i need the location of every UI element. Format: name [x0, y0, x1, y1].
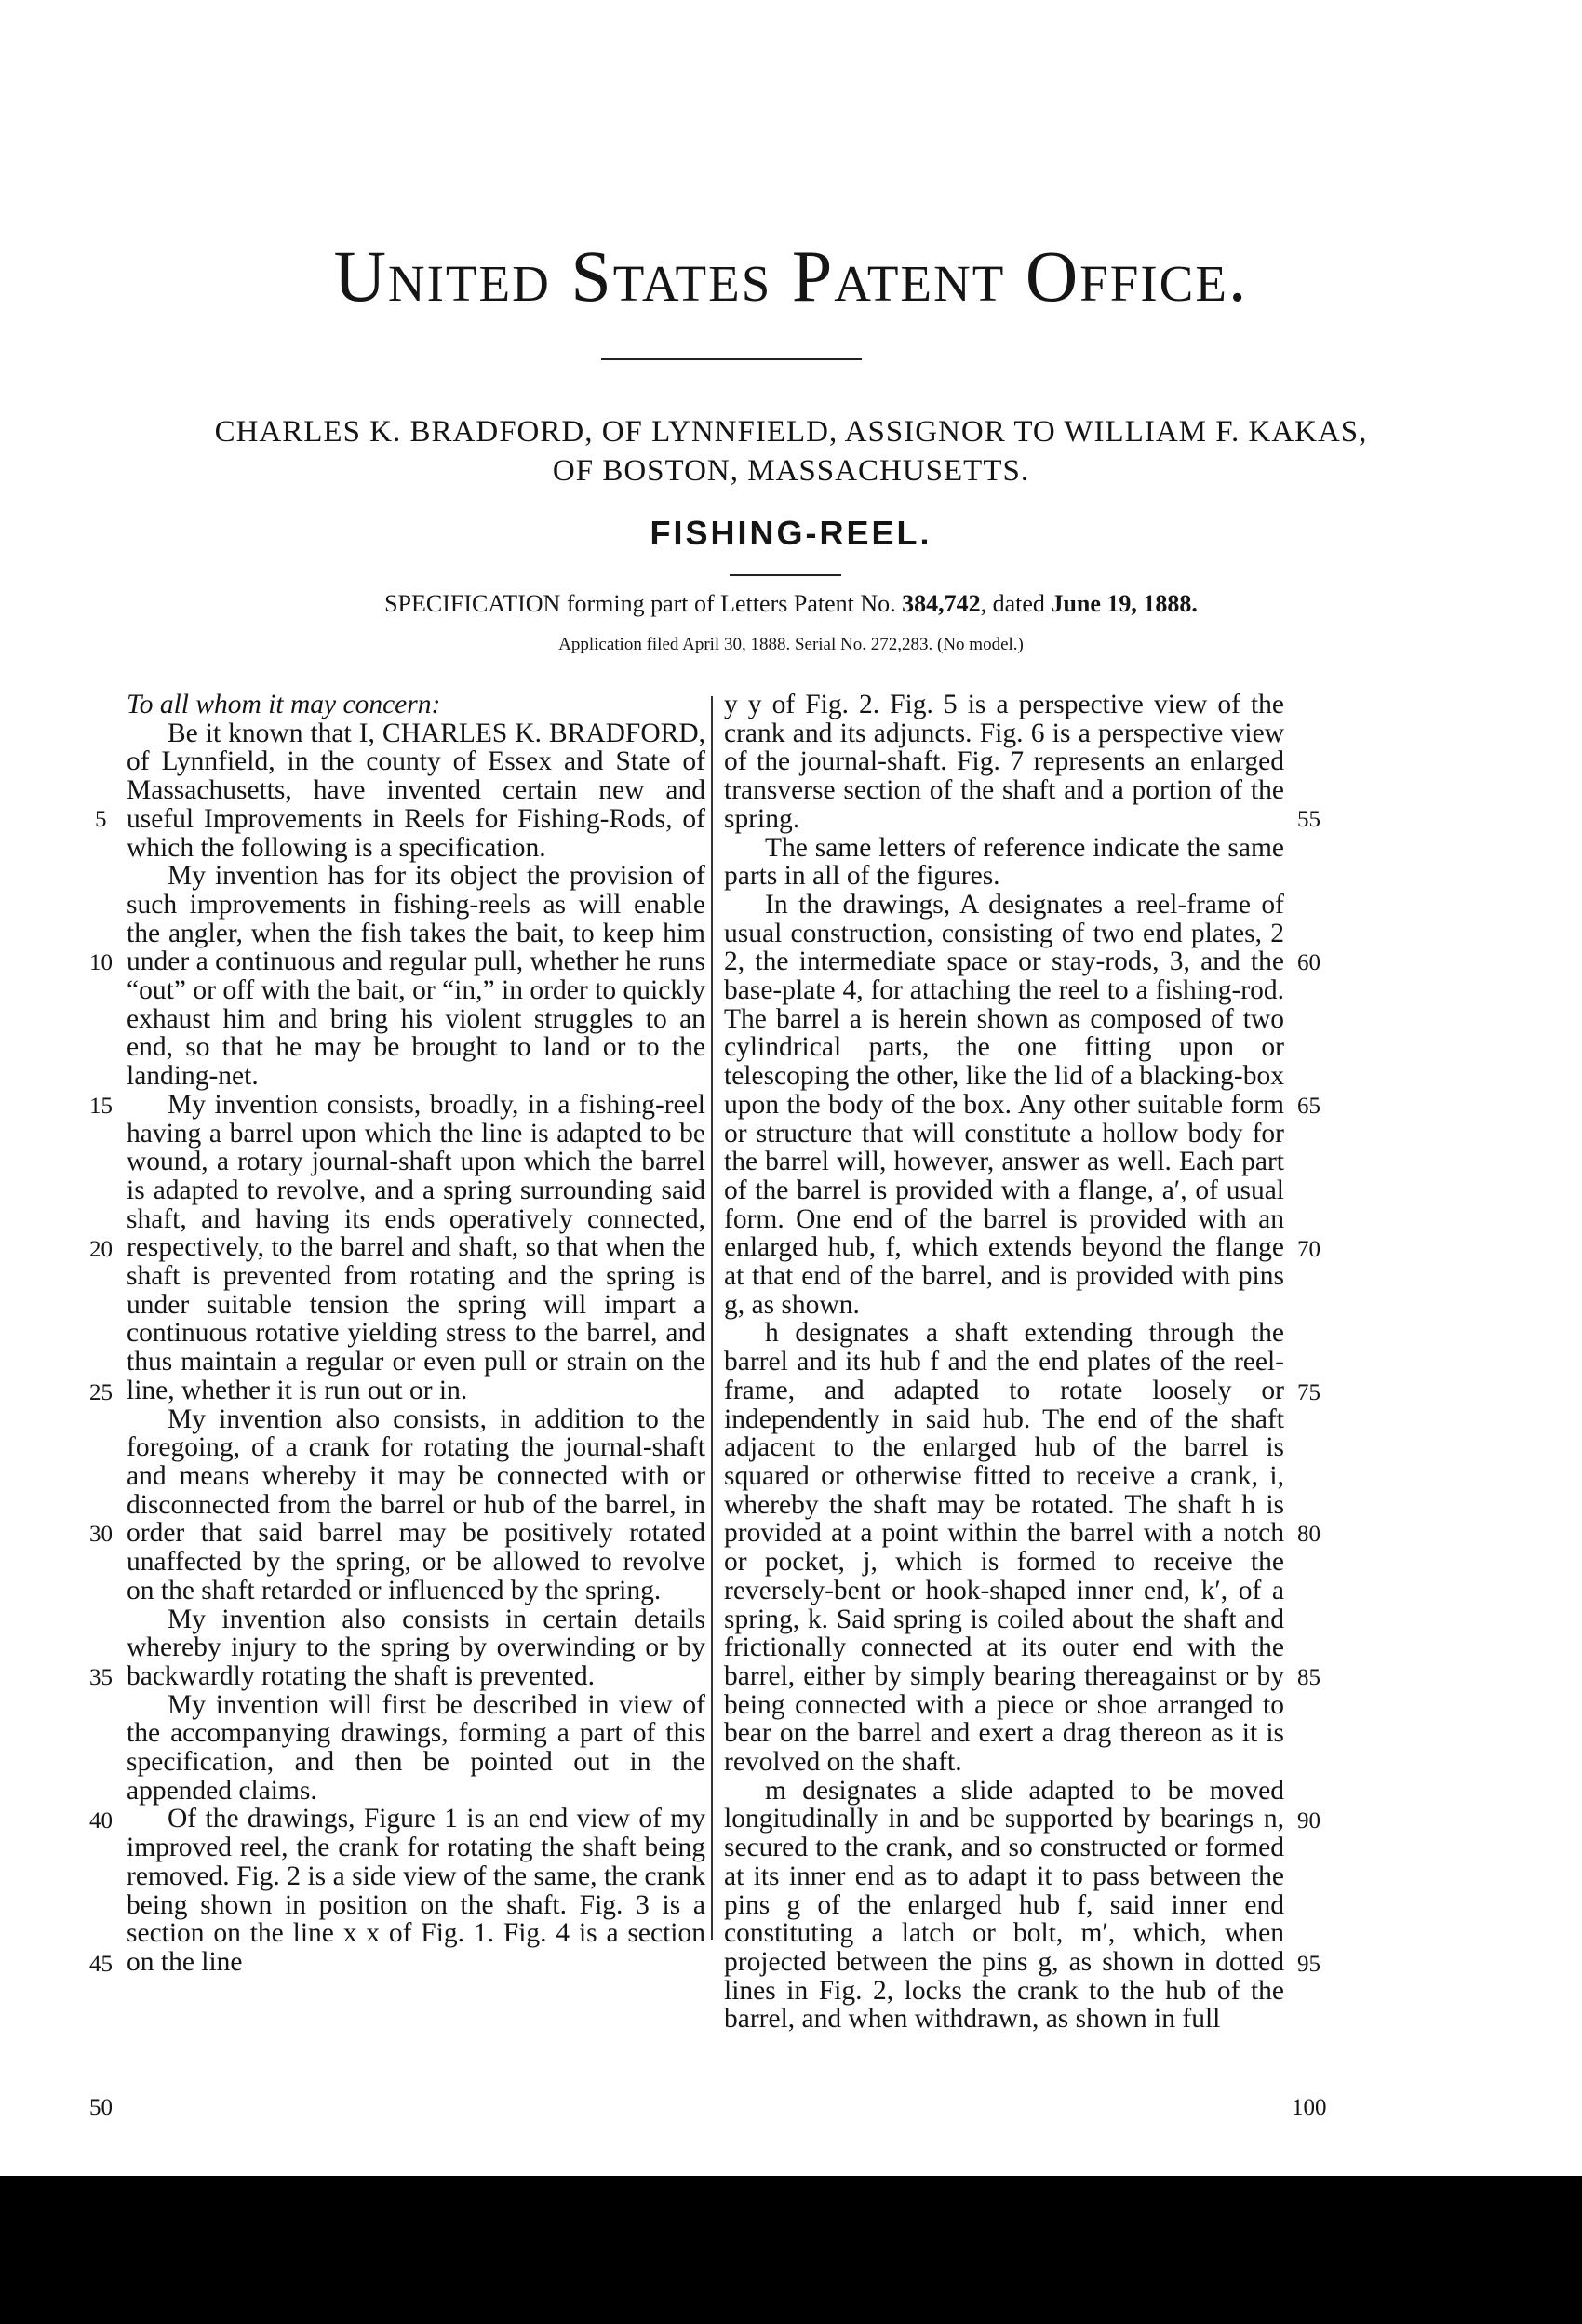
line-number-55: 55: [1297, 807, 1321, 832]
line-number-80: 80: [1297, 1522, 1321, 1547]
title-rule: [601, 358, 862, 360]
invention-title: FISHING-REEL.: [650, 514, 932, 552]
spec-date-prefix: , dated: [980, 590, 1052, 617]
right-column: [724, 691, 1284, 2034]
line-number-50: 50: [89, 2095, 113, 2120]
line-number-70: 70: [1297, 1237, 1321, 1262]
inventor-line-1: CHARLES K. BRADFORD, OF LYNNFIELD, ASSIGNOR TO WILLIAM F. KAKAS,: [214, 415, 1368, 449]
paragraph: My invention also consists, in addition to the foregoing, of a crank for rotating the journal-shaft and means whereby it may be connected with or disconnected from the barrel or hub of the barrel, in order that said barrel may be positively rotated unaffected by the spring, or be allowed to revolve on the shaft retarded or influenced by the spring.: [127, 1404, 705, 1605]
spec-middle: forming part of Letters Patent No.: [560, 590, 903, 617]
spec-prefix: SPECIFICATION: [384, 590, 561, 617]
line-number-15: 15: [89, 1094, 113, 1119]
paragraph: The same letters of reference indicate the same parts in all of the figures.: [724, 832, 1284, 892]
paragraph: h designates a shaft extending through the barrel and its hub f and the end plates of the reel-frame, and adapted to rotate loosely or independently in said hub. The end of the shaft adjacent to the enlarged hub of the barrel is squared or otherwise fitted to receive a crank, i, whereby the shaft may be rotated. The shaft h is provided at a point within the barrel with a notch or pocket, j, which is formed to receive the reversely-bent or hook-shaped inner end, k′, of a spring, k. Said spring is coiled about the shaft and frictionally connected at its outer end with the barrel, either by simply bearing thereagainst or by being connected with a piece or shoe arranged to bear on the barrel and exert a drag thereon as it is revolved on the shaft.: [724, 1318, 1284, 1778]
line-number-85: 85: [1297, 1665, 1321, 1690]
line-number-90: 90: [1297, 1808, 1321, 1834]
office-title: United States Patent Office.: [333, 235, 1249, 316]
line-number-65: 65: [1297, 1094, 1321, 1119]
paragraph: My invention consists, broadly, in a fishing-reel having a barrel upon which the line is adapted to be wound, a rotary journal-shaft upon which the barrel is adapted to revolve, and a spring surrounding said shaft, and having its ends operatively connected, respectively, to the barrel and shaft, so that when the shaft is prevented from rotating and the spring is under suitable tension the spring will impart a continuous rotative yielding stress to the barrel, and thus maintain a regular or even pull or strain on the line, whether it is run out or in.: [127, 1089, 705, 1405]
paragraph: y y of Fig. 2. Fig. 5 is a perspective view of the crank and its adjuncts. Fig. 6 is a perspective view of the journal-shaft. Fig. 7 represents an enlarged transverse section of the shaft and a portion of the spring.: [724, 690, 1284, 834]
line-number-60: 60: [1297, 950, 1321, 975]
column-divider: [711, 696, 713, 1940]
patent-date: June 19, 1888.: [1051, 590, 1198, 617]
line-number-75: 75: [1297, 1380, 1321, 1405]
paragraph: Of the drawings, Figure 1 is an end view of my improved reel, the crank for rotating the shaft being removed. Fig. 2 is a side view of the same, the crank being shown in position on the shaft. Fig. 3 is a section on the line x x of Fig. 1. Fig. 4 is a section on the line: [127, 1804, 705, 1977]
application-line: Application filed April 30, 1888. Serial No. 272,283. (No model.): [558, 635, 1024, 654]
line-number-95: 95: [1297, 1952, 1321, 1977]
line-number-25: 25: [89, 1380, 113, 1405]
paragraph: Be it known that I, CHARLES K. BRADFORD, of Lynnfield, in the county of Essex and State of Massachusetts, have invented certain new and useful Improvements in Reels for Fishing-Rods, of which the following is a specification.: [127, 718, 705, 863]
line-number-30: 30: [89, 1522, 113, 1547]
line-number-5: 5: [95, 807, 107, 832]
paragraph: My invention has for its object the provision of such improvements in fishing-reels as will enable the angler, when the fish takes the bait, to keep him under a continuous and regular pull, whether he runs “out” or off with the bait, or “in,” in order to quickly exhaust him and bring his violent struggles to an end, so that he may be brought to land or to the landing-net.: [127, 861, 705, 1092]
line-number-20: 20: [89, 1237, 113, 1262]
left-column: [127, 691, 705, 1977]
scan-bottom-border: [0, 2176, 1582, 2324]
inventor-line-2: OF BOSTON, MASSACHUSETTS.: [552, 454, 1030, 488]
specification-line: [0, 592, 1582, 616]
line-number-35: 35: [89, 1665, 113, 1690]
line-number-100: 100: [1292, 2095, 1327, 2120]
line-number-40: 40: [89, 1808, 113, 1834]
line-number-10: 10: [89, 950, 113, 975]
line-number-45: 45: [89, 1952, 113, 1977]
paragraph: My invention also consists in certain details whereby injury to the spring by overwinding or by backwardly rotating the shaft is prevented.: [127, 1604, 705, 1691]
salutation: To all whom it may concern:: [127, 690, 441, 719]
paragraph: In the drawings, A designates a reel-frame of usual construction, consisting of two end plates, 2 2, the intermediate space or stay-rods, 3, and the base-plate 4, for attaching the reel to a fishing-rod. The barrel a is herein shown as composed of two cylindrical parts, the one fitting upon or telescoping the other, like the lid of a blacking-box upon the body of the box. Any other suitable form or structure that will constitute a hollow body for the barrel will, however, answer as well. Each part of the barrel is provided with a flange, a′, of usual form. One end of the barrel is provided with an enlarged hub, f, which extends beyond the flange at that end of the barrel, and is provided with pins g, as shown.: [724, 889, 1284, 1320]
patent-number: 384,742: [902, 590, 981, 617]
paragraph: m designates a slide adapted to be moved longitudinally in and be supported by bearings n, secured to the crank, and so constructed or formed at its inner end as to adapt it to pass between the pins g of the enlarged hub f, said inner end constituting a latch or bolt, m′, which, when projected between the pins g, as shown in dotted lines in Fig. 2, locks the crank to the hub of the barrel, and when withdrawn, as shown in full: [724, 1775, 1284, 2035]
invention-title-rule: [730, 574, 841, 576]
paragraph: My invention will first be described in view of the accompanying drawings, forming a part of this specification, and then be pointed out in the appended claims.: [127, 1689, 705, 1806]
